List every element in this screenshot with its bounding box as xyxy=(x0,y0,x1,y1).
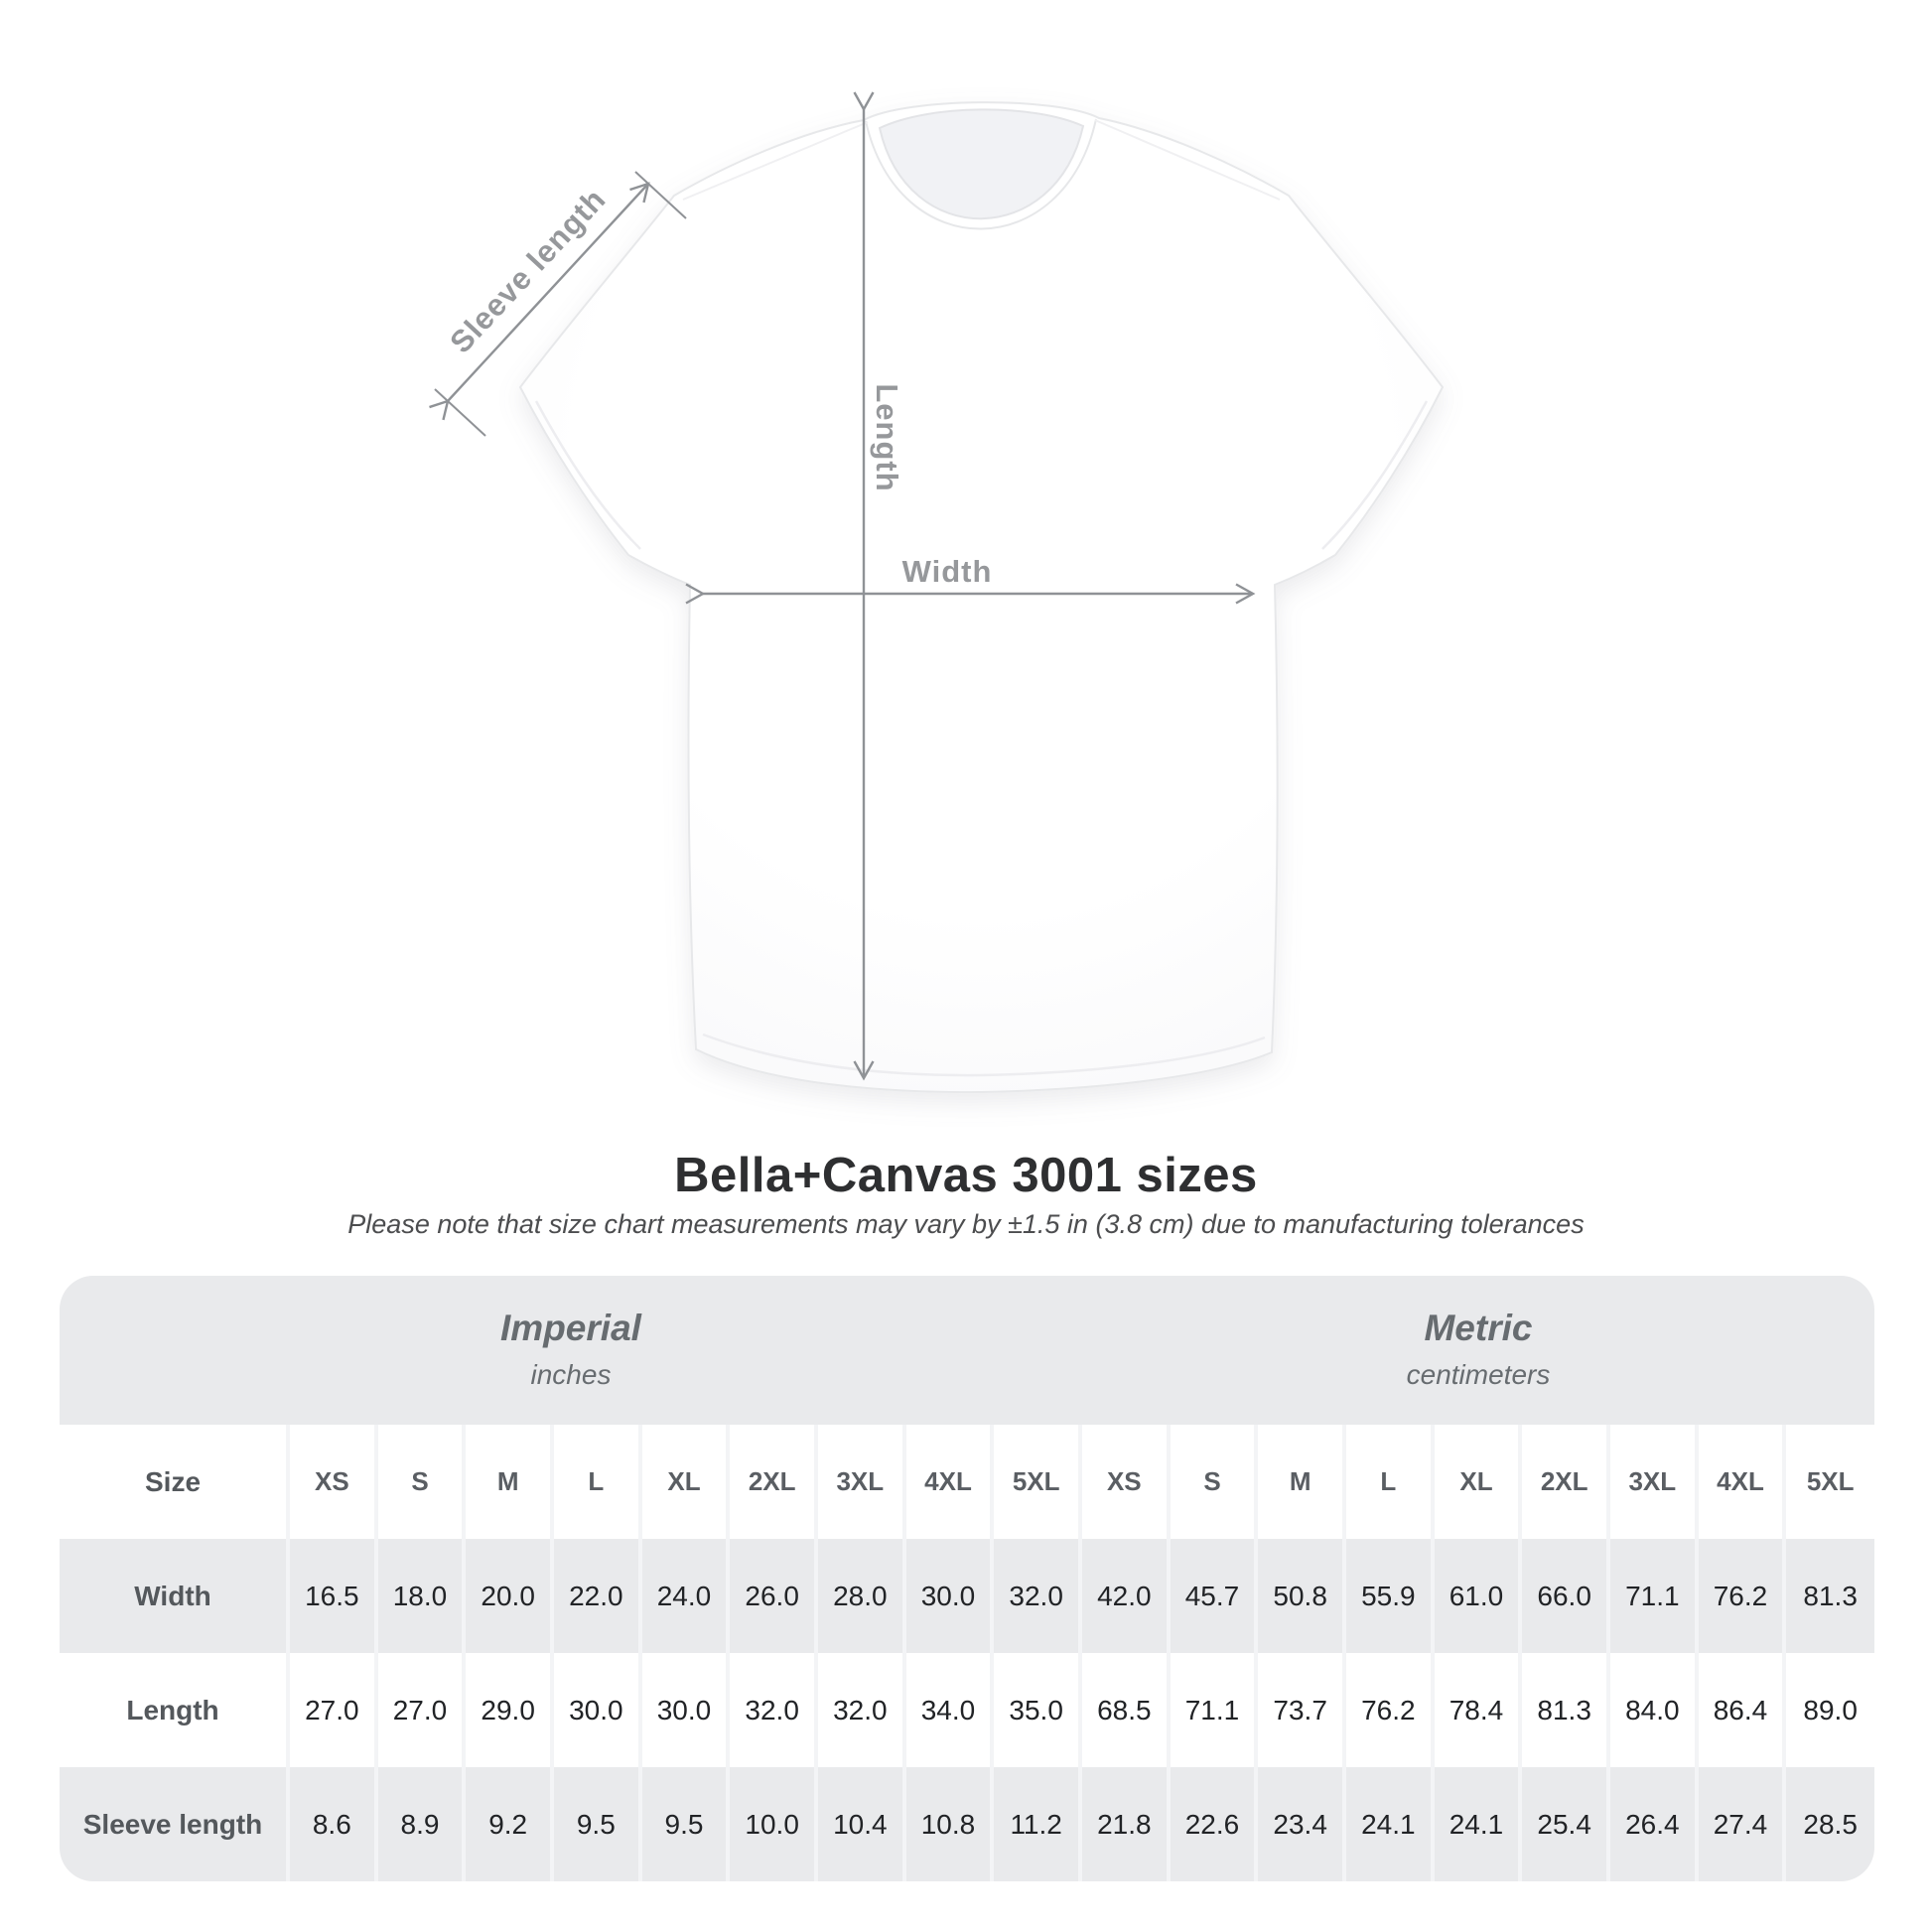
metric-value-cell: 50.8 xyxy=(1258,1539,1346,1653)
metric-value-cell: 89.0 xyxy=(1786,1653,1874,1767)
imperial-value-cell: 30.0 xyxy=(642,1653,731,1767)
metric-value-cell: 73.7 xyxy=(1258,1653,1346,1767)
metric-value-cell: 26.4 xyxy=(1610,1767,1699,1881)
size-col-header-metric-m: M xyxy=(1258,1425,1346,1539)
imperial-value-cell: 26.0 xyxy=(730,1539,818,1653)
imperial-value-cell: 10.8 xyxy=(906,1767,995,1881)
size-col-header-imperial-xl: XL xyxy=(642,1425,731,1539)
size-col-header-imperial-xs: XS xyxy=(290,1425,378,1539)
imperial-value-cell: 32.0 xyxy=(818,1653,906,1767)
metric-value-cell: 81.3 xyxy=(1803,1580,1858,1611)
imperial-value-cell: 9.2 xyxy=(466,1767,554,1881)
metric-value-cell: 84.0 xyxy=(1610,1653,1699,1767)
metric-value-cell: 45.7 xyxy=(1171,1539,1259,1653)
metric-value-cell: 61.0 xyxy=(1435,1539,1523,1653)
imperial-group-title: Imperial xyxy=(500,1308,641,1348)
metric-value-cell: 71.1 xyxy=(1171,1653,1259,1767)
size-col-header-metric-2xl: 2XL xyxy=(1522,1425,1610,1539)
row-label: Length xyxy=(60,1653,290,1767)
size-chart-table xyxy=(60,1276,1874,1881)
metric-value-cell: 21.8 xyxy=(1082,1767,1171,1881)
metric-value-cell: 23.4 xyxy=(1258,1767,1346,1881)
metric-value-cell: 24.1 xyxy=(1435,1767,1523,1881)
imperial-value-cell: 9.5 xyxy=(642,1767,731,1881)
metric-value-cell: 25.4 xyxy=(1522,1767,1610,1881)
imperial-value-cell: 10.0 xyxy=(730,1767,818,1881)
imperial-value-cell: 32.0 xyxy=(994,1539,1082,1653)
metric-group-title: Metric xyxy=(1424,1308,1533,1348)
imperial-value-cell: 22.0 xyxy=(554,1539,642,1653)
metric-value-cell: 66.0 xyxy=(1522,1539,1610,1653)
size-col-header-imperial-4xl: 4XL xyxy=(906,1425,995,1539)
metric-value-cell: 42.0 xyxy=(1082,1539,1171,1653)
size-col-header-imperial-3xl: 3XL xyxy=(818,1425,906,1539)
size-col-header-metric-s: S xyxy=(1171,1425,1259,1539)
size-col-header-metric-l: L xyxy=(1346,1425,1435,1539)
size-col-header-metric-xl: XL xyxy=(1435,1425,1523,1539)
imperial-value-cell: 9.5 xyxy=(554,1767,642,1881)
size-col-header-metric-4xl: 4XL xyxy=(1699,1425,1787,1539)
imperial-value-cell: 34.0 xyxy=(906,1653,995,1767)
size-col-header-metric-5xl: 5XL xyxy=(1786,1425,1874,1539)
imperial-value-cell: 30.0 xyxy=(554,1653,642,1767)
imperial-value-cell: 32.0 xyxy=(730,1653,818,1767)
metric-value-cell: 68.5 xyxy=(1082,1653,1171,1767)
metric-value-cell: 27.4 xyxy=(1699,1767,1787,1881)
size-col-header-imperial-s: S xyxy=(378,1425,467,1539)
imperial-value-cell: 10.4 xyxy=(818,1767,906,1881)
metric-group-unit: centimeters xyxy=(1406,1359,1551,1390)
imperial-value-cell: 35.0 xyxy=(994,1653,1082,1767)
metric-value-cell: 28.5 xyxy=(1803,1808,1858,1840)
metric-value-cell: 22.6 xyxy=(1171,1767,1259,1881)
imperial-value-cell: 8.9 xyxy=(378,1767,467,1881)
tolerance-note: Please note that size chart measurements may vary by ±1.5 in (3.8 cm) due to manufacturing tolerances xyxy=(347,1209,1585,1239)
imperial-value-cell: 29.0 xyxy=(466,1653,554,1767)
imperial-value-cell: 20.0 xyxy=(466,1539,554,1653)
imperial-value-cell: 11.2 xyxy=(994,1767,1082,1881)
size-col-header-imperial-5xl: 5XL xyxy=(994,1425,1082,1539)
imperial-value-cell: 28.0 xyxy=(818,1539,906,1653)
imperial-value-cell: 18.0 xyxy=(378,1539,467,1653)
metric-value-cell: 55.9 xyxy=(1346,1539,1435,1653)
width-label: Width xyxy=(901,554,993,589)
metric-value-cell: 71.1 xyxy=(1610,1539,1699,1653)
imperial-value-cell: 16.5 xyxy=(290,1539,378,1653)
imperial-value-cell: 24.0 xyxy=(642,1539,731,1653)
metric-group-header xyxy=(1082,1276,1874,1425)
imperial-group-header xyxy=(60,1276,1082,1425)
length-label: Length xyxy=(870,383,904,492)
imperial-value-cell: 30.0 xyxy=(906,1539,995,1653)
row-label: Width xyxy=(60,1539,290,1653)
size-col-header-metric-3xl: 3XL xyxy=(1610,1425,1699,1539)
size-col-header-imperial-l: L xyxy=(554,1425,642,1539)
metric-value-cell: 76.2 xyxy=(1699,1539,1787,1653)
size-col-header-imperial-m: M xyxy=(466,1425,554,1539)
imperial-value-cell: 8.6 xyxy=(290,1767,378,1881)
size-corner-label: Size xyxy=(60,1425,290,1539)
size-col-header-imperial-2xl: 2XL xyxy=(730,1425,818,1539)
imperial-group-unit: inches xyxy=(530,1359,612,1390)
sleeve-length-label: Sleeve length xyxy=(443,181,614,360)
imperial-value-cell: 27.0 xyxy=(290,1653,378,1767)
metric-value-cell: 78.4 xyxy=(1435,1653,1523,1767)
metric-value-cell: 86.4 xyxy=(1699,1653,1787,1767)
tshirt-shape-icon xyxy=(520,102,1443,1092)
metric-value-cell: 76.2 xyxy=(1346,1653,1435,1767)
metric-value-cell: 24.1 xyxy=(1346,1767,1435,1881)
row-label: Sleeve length xyxy=(60,1767,290,1881)
imperial-value-cell: 27.0 xyxy=(378,1653,467,1767)
size-col-header-metric-xs: XS xyxy=(1082,1425,1171,1539)
page-title: Bella+Canvas 3001 sizes xyxy=(674,1149,1258,1202)
metric-value-cell: 81.3 xyxy=(1522,1653,1610,1767)
